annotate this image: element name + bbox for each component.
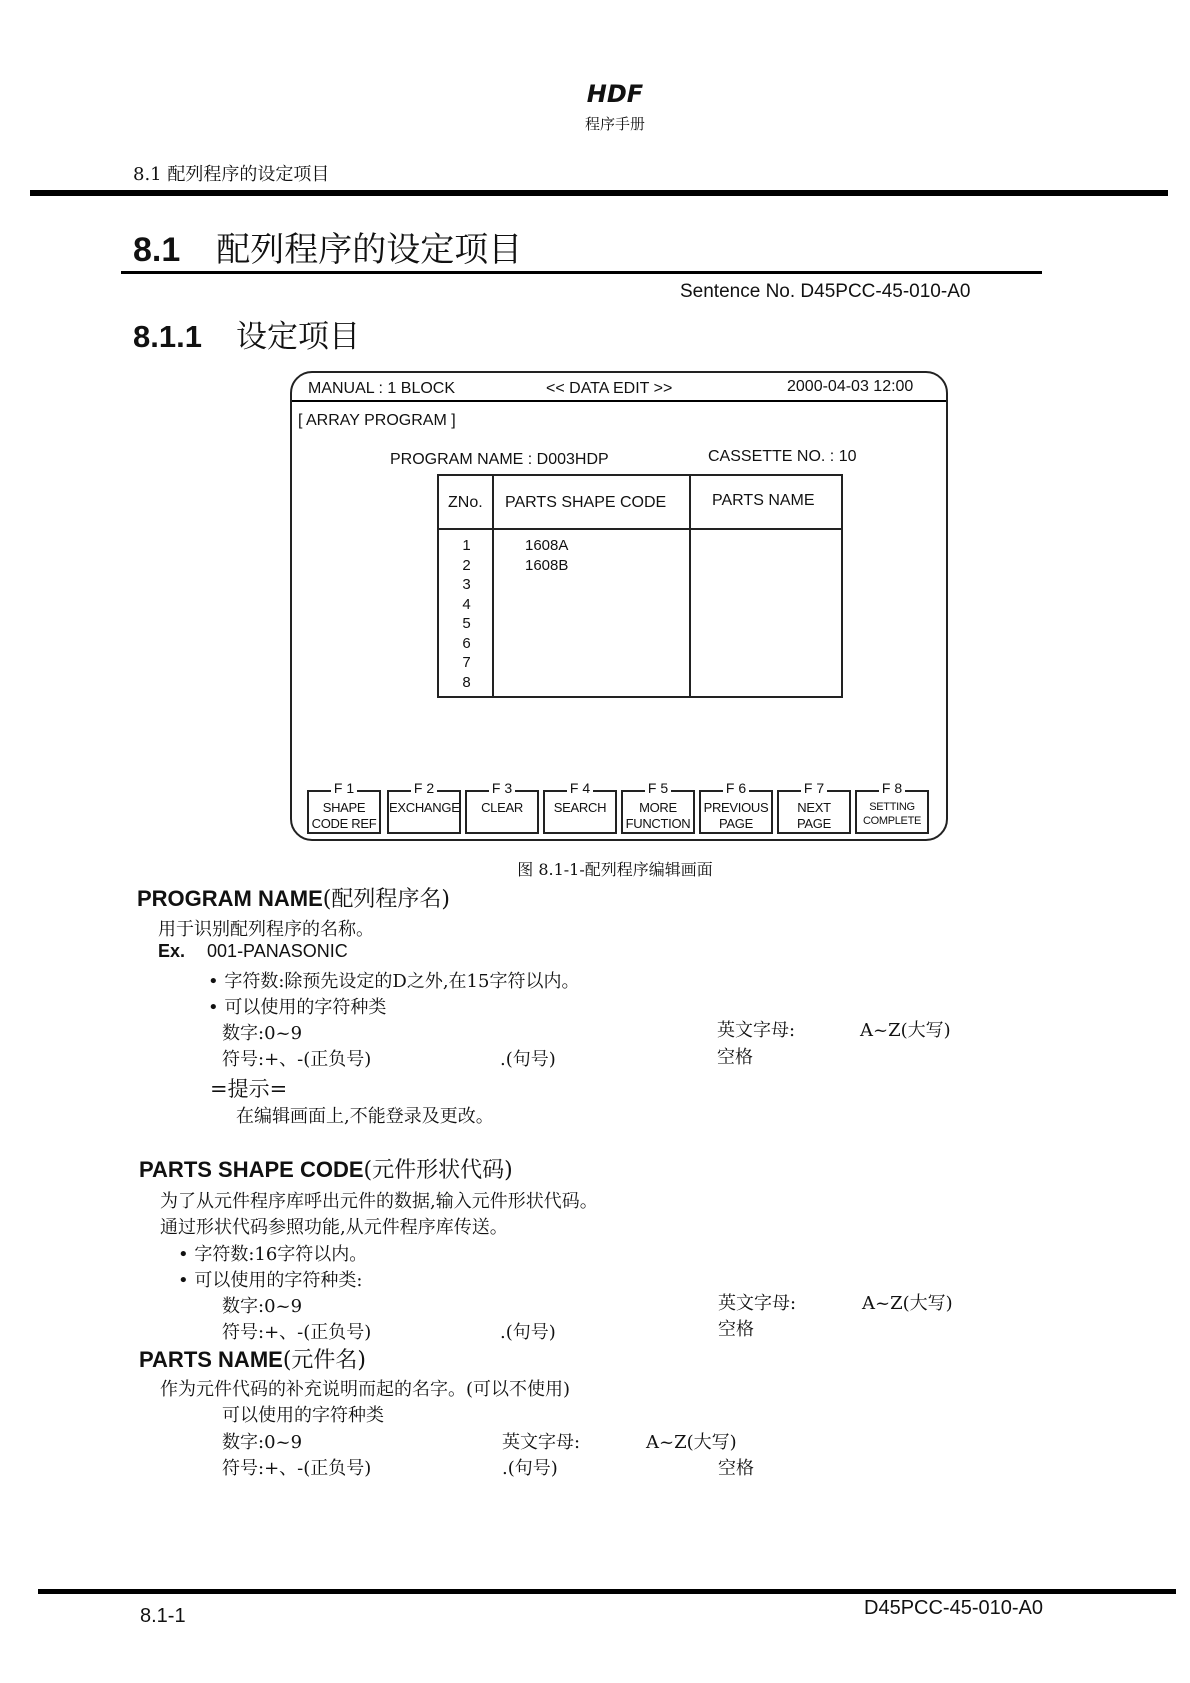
symbols-text: 符号:+、-(正负号) bbox=[222, 1049, 372, 1070]
section-title: 配列程序的设定项目 bbox=[216, 230, 523, 270]
subsection-number: 8.1.1 bbox=[133, 319, 202, 354]
fkey-label: NEXT PAGE bbox=[797, 800, 831, 831]
section-heading bbox=[133, 222, 522, 271]
alpha-value: A~Z(大写) bbox=[862, 1293, 953, 1314]
heading-latin: PARTS SHAPE CODE bbox=[139, 1157, 364, 1182]
char-types-bullet: • 可以使用的字符种类: bbox=[178, 1266, 362, 1292]
alpha-value: A~Z(大写) bbox=[860, 1020, 951, 1041]
space-text: 空格 bbox=[718, 1319, 754, 1340]
datetime: 2000-04-03 12:00 bbox=[787, 378, 914, 395]
shape-code-desc-2: 通过形状代码参照功能,从元件程序库传送。 bbox=[160, 1217, 508, 1238]
table-row-zno[interactable]: 3 bbox=[462, 576, 471, 593]
space-text: 空格 bbox=[717, 1047, 753, 1068]
mode-label: MANUAL : 1 BLOCK bbox=[308, 380, 456, 397]
fkey-number: F 3 bbox=[489, 780, 515, 796]
digits-text: 数字:0~9 bbox=[222, 1023, 303, 1044]
fkey-label: SETTING COMPLETE bbox=[862, 801, 922, 827]
f7-next-page-button[interactable] bbox=[777, 780, 851, 834]
program-name-field[interactable]: PROGRAM NAME : D003HDP bbox=[390, 451, 609, 468]
shape-code-desc-1: 为了从元件程序库呼出元件的数据,输入元件形状代码。 bbox=[160, 1191, 598, 1212]
table-row-zno[interactable]: 4 bbox=[462, 595, 471, 613]
manual-subtitle: 程序手册 bbox=[584, 115, 645, 133]
col-header-shape-code: PARTS SHAPE CODE bbox=[505, 494, 667, 511]
symbols-text: 符号:+、-(正负号) bbox=[222, 1322, 372, 1343]
hint-title: =提示= bbox=[210, 1077, 288, 1101]
alpha-label: 英文字母: bbox=[717, 1020, 796, 1041]
table-row-zno[interactable]: 1 bbox=[462, 537, 471, 554]
screen-title: << DATA EDIT >> bbox=[546, 380, 673, 397]
fkey-number: F 6 bbox=[723, 780, 749, 796]
period-text: .(句号) bbox=[500, 1049, 556, 1070]
heading-cn: (配列程序名) bbox=[322, 887, 450, 912]
char-types-bullet: • 可以使用的字符种类 bbox=[208, 993, 386, 1019]
f1-shape-code-ref-button[interactable] bbox=[307, 780, 381, 834]
digits-text: 数字:0~9 bbox=[222, 1432, 303, 1453]
table-row-zno[interactable]: 7 bbox=[462, 654, 471, 671]
figure-caption: 图 8.1-1-配列程序编辑画面 bbox=[517, 860, 713, 879]
section-rule bbox=[121, 271, 1042, 274]
parts-name-heading bbox=[139, 1343, 366, 1374]
page-number: 8.1-1 bbox=[140, 1605, 186, 1627]
fkey-label: SHAPE CODE REF bbox=[311, 800, 377, 831]
col-header-parts-name: PARTS NAME bbox=[712, 492, 815, 509]
char-count-bullet: • 字符数:除预先设定的D之外,在15字符以内。 bbox=[208, 967, 579, 993]
subsection-title: 设定项目 bbox=[235, 319, 360, 355]
parts-table bbox=[437, 474, 843, 698]
alpha-label: 英文字母: bbox=[502, 1432, 581, 1453]
char-count-bullet: • 字符数:16字符以内。 bbox=[178, 1240, 367, 1266]
brand-title: HDF bbox=[586, 80, 644, 108]
fkey-label: SEARCH bbox=[553, 800, 607, 815]
symbols-text: 符号:+、-(正负号) bbox=[222, 1458, 372, 1479]
period-text: .(句号) bbox=[500, 1322, 556, 1343]
screen-title-rule bbox=[292, 400, 946, 402]
sentence-number: Sentence No. D45PCC-45-010-A0 bbox=[680, 281, 971, 302]
shape-code-cell[interactable]: 1608A bbox=[525, 537, 569, 554]
document-number: D45PCC-45-010-A0 bbox=[864, 1597, 1043, 1619]
example-label: Ex. bbox=[158, 941, 186, 961]
fkey-number: F 4 bbox=[567, 780, 593, 796]
f6-previous-page-button[interactable] bbox=[699, 780, 773, 834]
fkey-number: F 8 bbox=[879, 780, 905, 796]
shape-code-cell[interactable]: 1608B bbox=[525, 556, 569, 574]
fkey-number: F 1 bbox=[331, 780, 357, 796]
heading-latin: PARTS NAME bbox=[139, 1347, 283, 1372]
fkey-label: EXCHANGE bbox=[389, 800, 460, 815]
col-header-zno: ZNo. bbox=[448, 494, 483, 511]
program-name-desc: 用于识别配列程序的名称。 bbox=[158, 919, 374, 940]
alpha-value: A~Z(大写) bbox=[646, 1432, 737, 1453]
heading-cn: (元件形状代码) bbox=[363, 1158, 513, 1183]
f3-clear-button[interactable] bbox=[465, 780, 539, 834]
f8-setting-complete-button[interactable] bbox=[855, 780, 929, 834]
f5-more-function-button[interactable] bbox=[621, 780, 695, 834]
heading-cn: (元件名) bbox=[282, 1348, 366, 1373]
parts-name-desc: 作为元件代码的补充说明而起的名字。(可以不使用) bbox=[160, 1379, 571, 1400]
running-head: 8.1 配列程序的设定项目 bbox=[133, 164, 330, 185]
footer-rule bbox=[38, 1589, 1176, 1594]
fkey-label: MORE FUNCTION bbox=[625, 800, 691, 831]
fkey-label: CLEAR bbox=[481, 800, 523, 815]
fkey-number: F 5 bbox=[645, 780, 671, 796]
subsection-heading bbox=[133, 311, 360, 356]
table-row-zno[interactable]: 5 bbox=[462, 615, 471, 632]
header-rule bbox=[30, 190, 1168, 196]
f2-exchange-button[interactable] bbox=[387, 780, 461, 834]
digits-text: 数字:0~9 bbox=[222, 1296, 303, 1317]
example-value: 001-PANASONIC bbox=[207, 941, 348, 961]
section-number: 8.1 bbox=[133, 231, 181, 269]
table-row-zno[interactable]: 8 bbox=[462, 673, 471, 691]
shape-code-column bbox=[525, 536, 568, 575]
f4-search-button[interactable] bbox=[543, 780, 617, 834]
char-types-text: 可以使用的字符种类 bbox=[222, 1405, 384, 1426]
space-text: 空格 bbox=[718, 1458, 754, 1479]
example-line bbox=[158, 941, 348, 962]
program-type: [ ARRAY PROGRAM ] bbox=[298, 412, 456, 429]
parts-shape-code-heading bbox=[139, 1153, 513, 1184]
table-row-zno[interactable]: 2 bbox=[462, 556, 471, 574]
hint-text: 在编辑画面上,不能登录及更改。 bbox=[236, 1106, 494, 1127]
program-name-heading bbox=[137, 882, 450, 913]
cassette-number: CASSETTE NO. : 10 bbox=[708, 448, 857, 465]
alpha-label: 英文字母: bbox=[718, 1293, 797, 1314]
zno-column bbox=[439, 536, 494, 692]
table-row-zno[interactable]: 6 bbox=[462, 634, 471, 652]
period-text: .(句号) bbox=[502, 1458, 558, 1479]
fkey-label: PREVIOUS PAGE bbox=[703, 800, 769, 831]
heading-latin: PROGRAM NAME bbox=[137, 886, 323, 911]
fkey-number: F 2 bbox=[411, 780, 437, 796]
fkey-number: F 7 bbox=[801, 780, 827, 796]
